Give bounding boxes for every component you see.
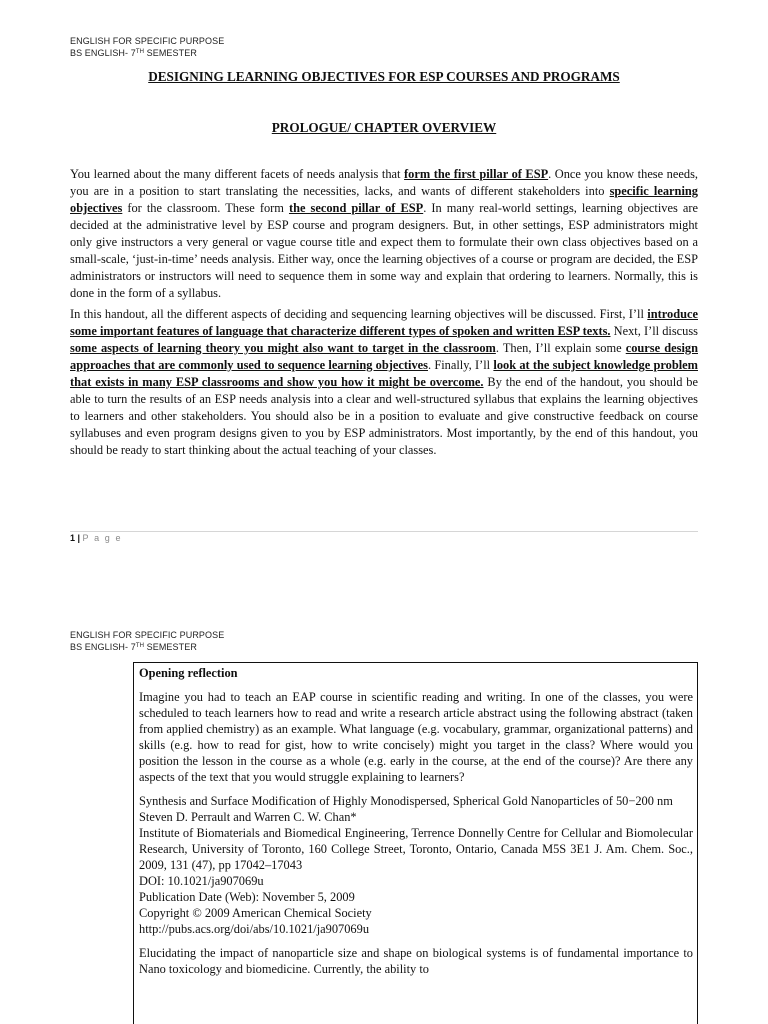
- overview-paragraph-1: You learned about the many different facets of needs analysis that form the first pillar of ESP. Once you know these needs, you are in a position to start translating the necessities, lacks, and wants of different stakeholders into specific learning objectives for the classroom. These form the second pillar of ESP. In many real-world settings, learning objectives are decided at the administrative level by ESP course and program designers. But, in other settings, ESP administrators might only give instructors a very general or vague course title and expect them to formulate their own class objectives based on a small-scale, ‘just-in-time’ needs analysis. Either way, once the learning objectives of a course or program are decided, the ESP administrators or instructors will need to sequence them in some way and explain that ordering to learners. Normally, this is done in the form of a syllabus.: [70, 167, 698, 300]
- article-authors: Steven D. Perrault and Warren C. W. Chan*: [139, 810, 357, 824]
- page-footer: 1 | P a g e: [70, 533, 123, 543]
- overview-body: [70, 166, 698, 459]
- article-publication-date: Publication Date (Web): November 5, 2009: [139, 890, 355, 904]
- article-doi: DOI: 10.1021/ja907069u: [139, 874, 264, 888]
- page-gap: [0, 548, 768, 620]
- header-course: ENGLISH FOR SPECIFIC PURPOSE: [70, 630, 225, 640]
- running-header: [70, 629, 224, 653]
- abstract-text: Elucidating the impact of nanoparticle size and shape on biological systems is of fundamental importance to Nano toxicology and biomedicine. Currently, the ability to: [139, 946, 693, 976]
- opening-reflection-box: [133, 662, 698, 1024]
- page-2: [0, 620, 768, 1024]
- article-copyright: Copyright © 2009 American Chemical Society: [139, 906, 372, 920]
- overview-paragraph-2: In this handout, all the different aspects of deciding and sequencing learning objectives will be discussed. First, I’ll introduce some important features of language that characterize different types of spoken and written ESP texts. Next, I’ll discuss some aspects of learning theory you might also want to target in the classroom. Then, I’ll explain some course design approaches that are commonly used to sequence learning objectives. Finally, I’ll look at the subject knowledge problem that exists in many ESP classrooms and show you how it might be overcome. By the end of the handout, you should be able to turn the results of an ESP needs analysis into a clear and well-structured syllabus that explains the learning objectives to learners and other stakeholders. You should also be in a position to evaluate and give constructive feedback on course syllabuses and even program designs given to you by ESP administrators. Most importantly, by the end of this handout, you should be ready to start thinking about the actual teaching of your classes.: [70, 307, 698, 457]
- header-program: BS ENGLISH- 7TH SEMESTER: [70, 642, 197, 652]
- document-title: DESIGNING LEARNING OBJECTIVES FOR ESP COURSES AND PROGRAMS: [148, 69, 620, 84]
- page-label: P a g e: [82, 533, 123, 543]
- section-title: PROLOGUE/ CHAPTER OVERVIEW: [271, 120, 497, 135]
- article-url: http://pubs.acs.org/doi/abs/10.1021/ja907069u: [139, 922, 370, 936]
- page-number: 1: [70, 533, 76, 543]
- reflection-title: Opening reflection: [139, 666, 238, 680]
- header-course: ENGLISH FOR SPECIFIC PURPOSE: [70, 36, 225, 46]
- article-reference: [139, 793, 693, 937]
- article-title: Synthesis and Surface Modification of Highly Monodispersed, Spherical Gold Nanoparticles of 50−200 nm: [139, 794, 673, 808]
- footer-divider: [70, 531, 698, 532]
- article-affiliation: Institute of Biomaterials and Biomedical Engineering, Terrence Donnelly Centre for Cellular and Biomolecular Research, University of Toronto, 160 College Street, Toronto, Ontario, Canada M5S 3E1 J. Am. Chem. Soc., 2009, 131 (47), pp 17042–17043: [139, 826, 693, 872]
- reflection-text: Imagine you had to teach an EAP course in scientific reading and writing. In one of the classes, you were scheduled to teach learners how to read and write a research article abstract using the following abstract (taken from applied chemistry) as an example. What language (e.g. vocabulary, grammar, organizational patterns) and skills (e.g. how to read for gist, how to write concisely) might you target in the class? Where would you position the lesson in the course as a whole (e.g. early in the course, at the end of the course)? Are there any aspects of the text that you would struggle explaining to learners?: [139, 690, 693, 784]
- header-program: BS ENGLISH- 7TH SEMESTER: [70, 48, 197, 58]
- running-header: [70, 35, 224, 59]
